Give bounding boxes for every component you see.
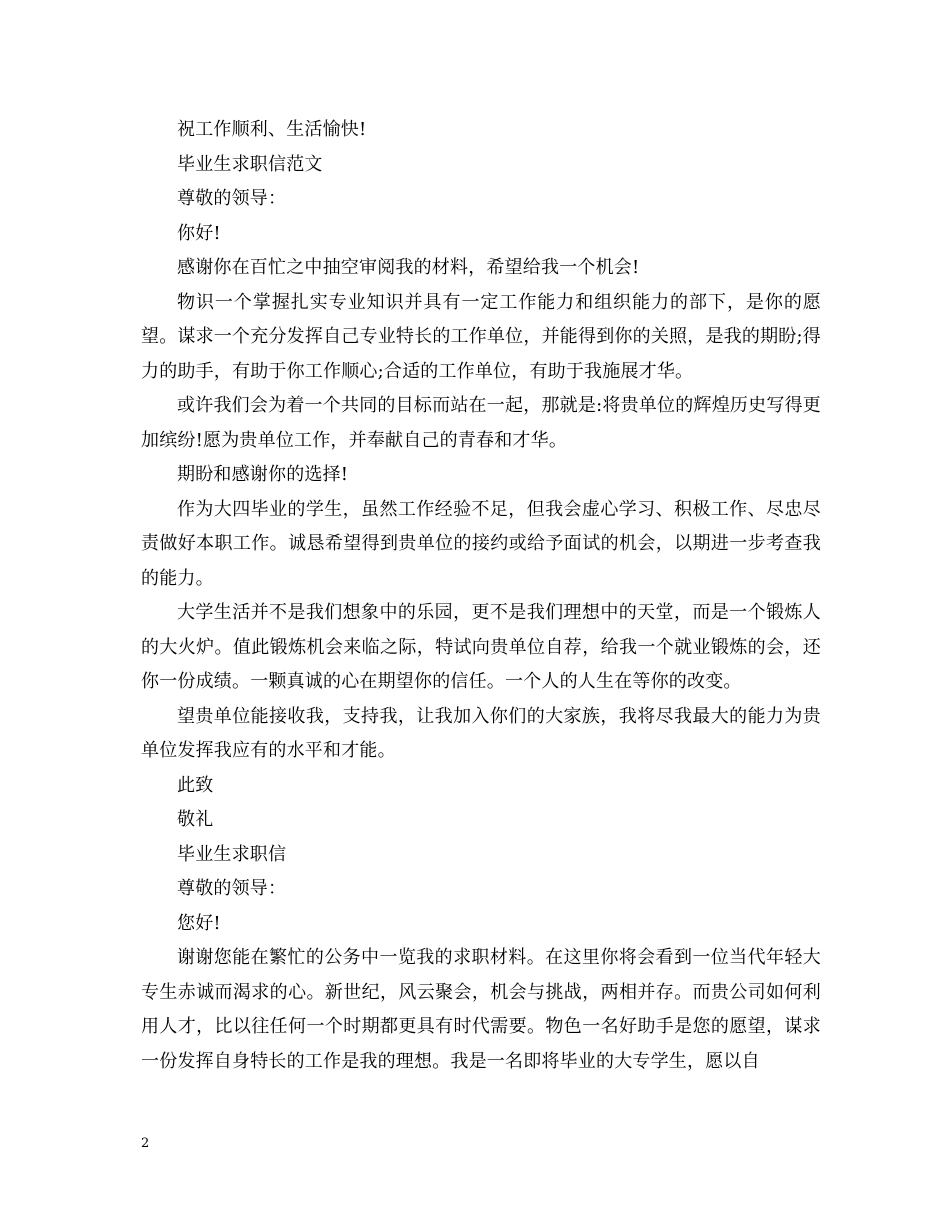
paragraph: 物识一个掌握扎实专业知识并具有一定工作能力和组织能力的部下，是你的愿望。谋求一个充分发挥自己专业特长的工作单位，并能得到你的关照，是我的期盼;得力的助手，有助于你工作顺心;合适的工作单位，有助于我施展才华。 — [141, 291, 821, 382]
paragraph: 作为大四毕业的学生，虽然工作经验不足，但我会虚心学习、积极工作、尽忠尽责做好本职工作。诚恳希望得到贵单位的接约或给予面试的机会，以期进一步考查我的能力。 — [141, 498, 821, 589]
paragraph: 期盼和感谢你的选择! — [177, 464, 349, 485]
closing: 此致 — [177, 774, 214, 796]
paragraph: 望贵单位能接收我，支持我，让我加入你们的大家族，我将尽我最大的能力为贵单位发挥我应有的水平和才能。 — [141, 705, 821, 761]
salutation: 尊敬的领导： — [177, 188, 287, 209]
paragraph: 感谢你在百忙之中抽空审阅我的材料，希望给我一个机会! — [177, 257, 640, 278]
greeting: 你好! — [177, 222, 221, 244]
paragraph: 或许我们会为着一个共同的目标而站在一起，那就是:将贵单位的辉煌历史写得更加缤纷!愿为贵单位工作，并奉献自己的青春和才华。 — [141, 395, 821, 451]
greeting: 您好! — [177, 912, 221, 934]
paragraph: 大学生活并不是我们想象中的乐园，更不是我们理想中的天堂，而是一个锻炼人的大火炉。值此锻炼机会来临之际，特试向贵单位自荐，给我一个就业锻炼的会，还你一份成绩。一颗真诚的心在期望你的信任。一个人的人生在等你的改变。 — [141, 602, 821, 692]
section-title: 毕业生求职信范文 — [177, 153, 323, 175]
section-title: 毕业生求职信 — [177, 843, 287, 865]
paragraph: 谢谢您能在繁忙的公务中一览我的求职材料。在这里你将会看到一位当代年轻大专生赤诚而渴求的心。新世纪，风云聚会，机会与挑战，两相并存。而贵公司如何利用人才，比以往任何一个时期都更具有时代需要。物色一名好助手是您的愿望，谋求一份发挥自身特长的工作是我的理想。我是一名即将毕业的大专学生，愿以自 — [141, 947, 821, 1072]
letter-body — [141, 113, 821, 1079]
page-number: 2 — [141, 1136, 150, 1151]
salutation: 尊敬的领导： — [177, 878, 287, 899]
paragraph: 祝工作顺利、生活愉快! — [177, 119, 367, 140]
closing: 敬礼 — [177, 809, 214, 830]
